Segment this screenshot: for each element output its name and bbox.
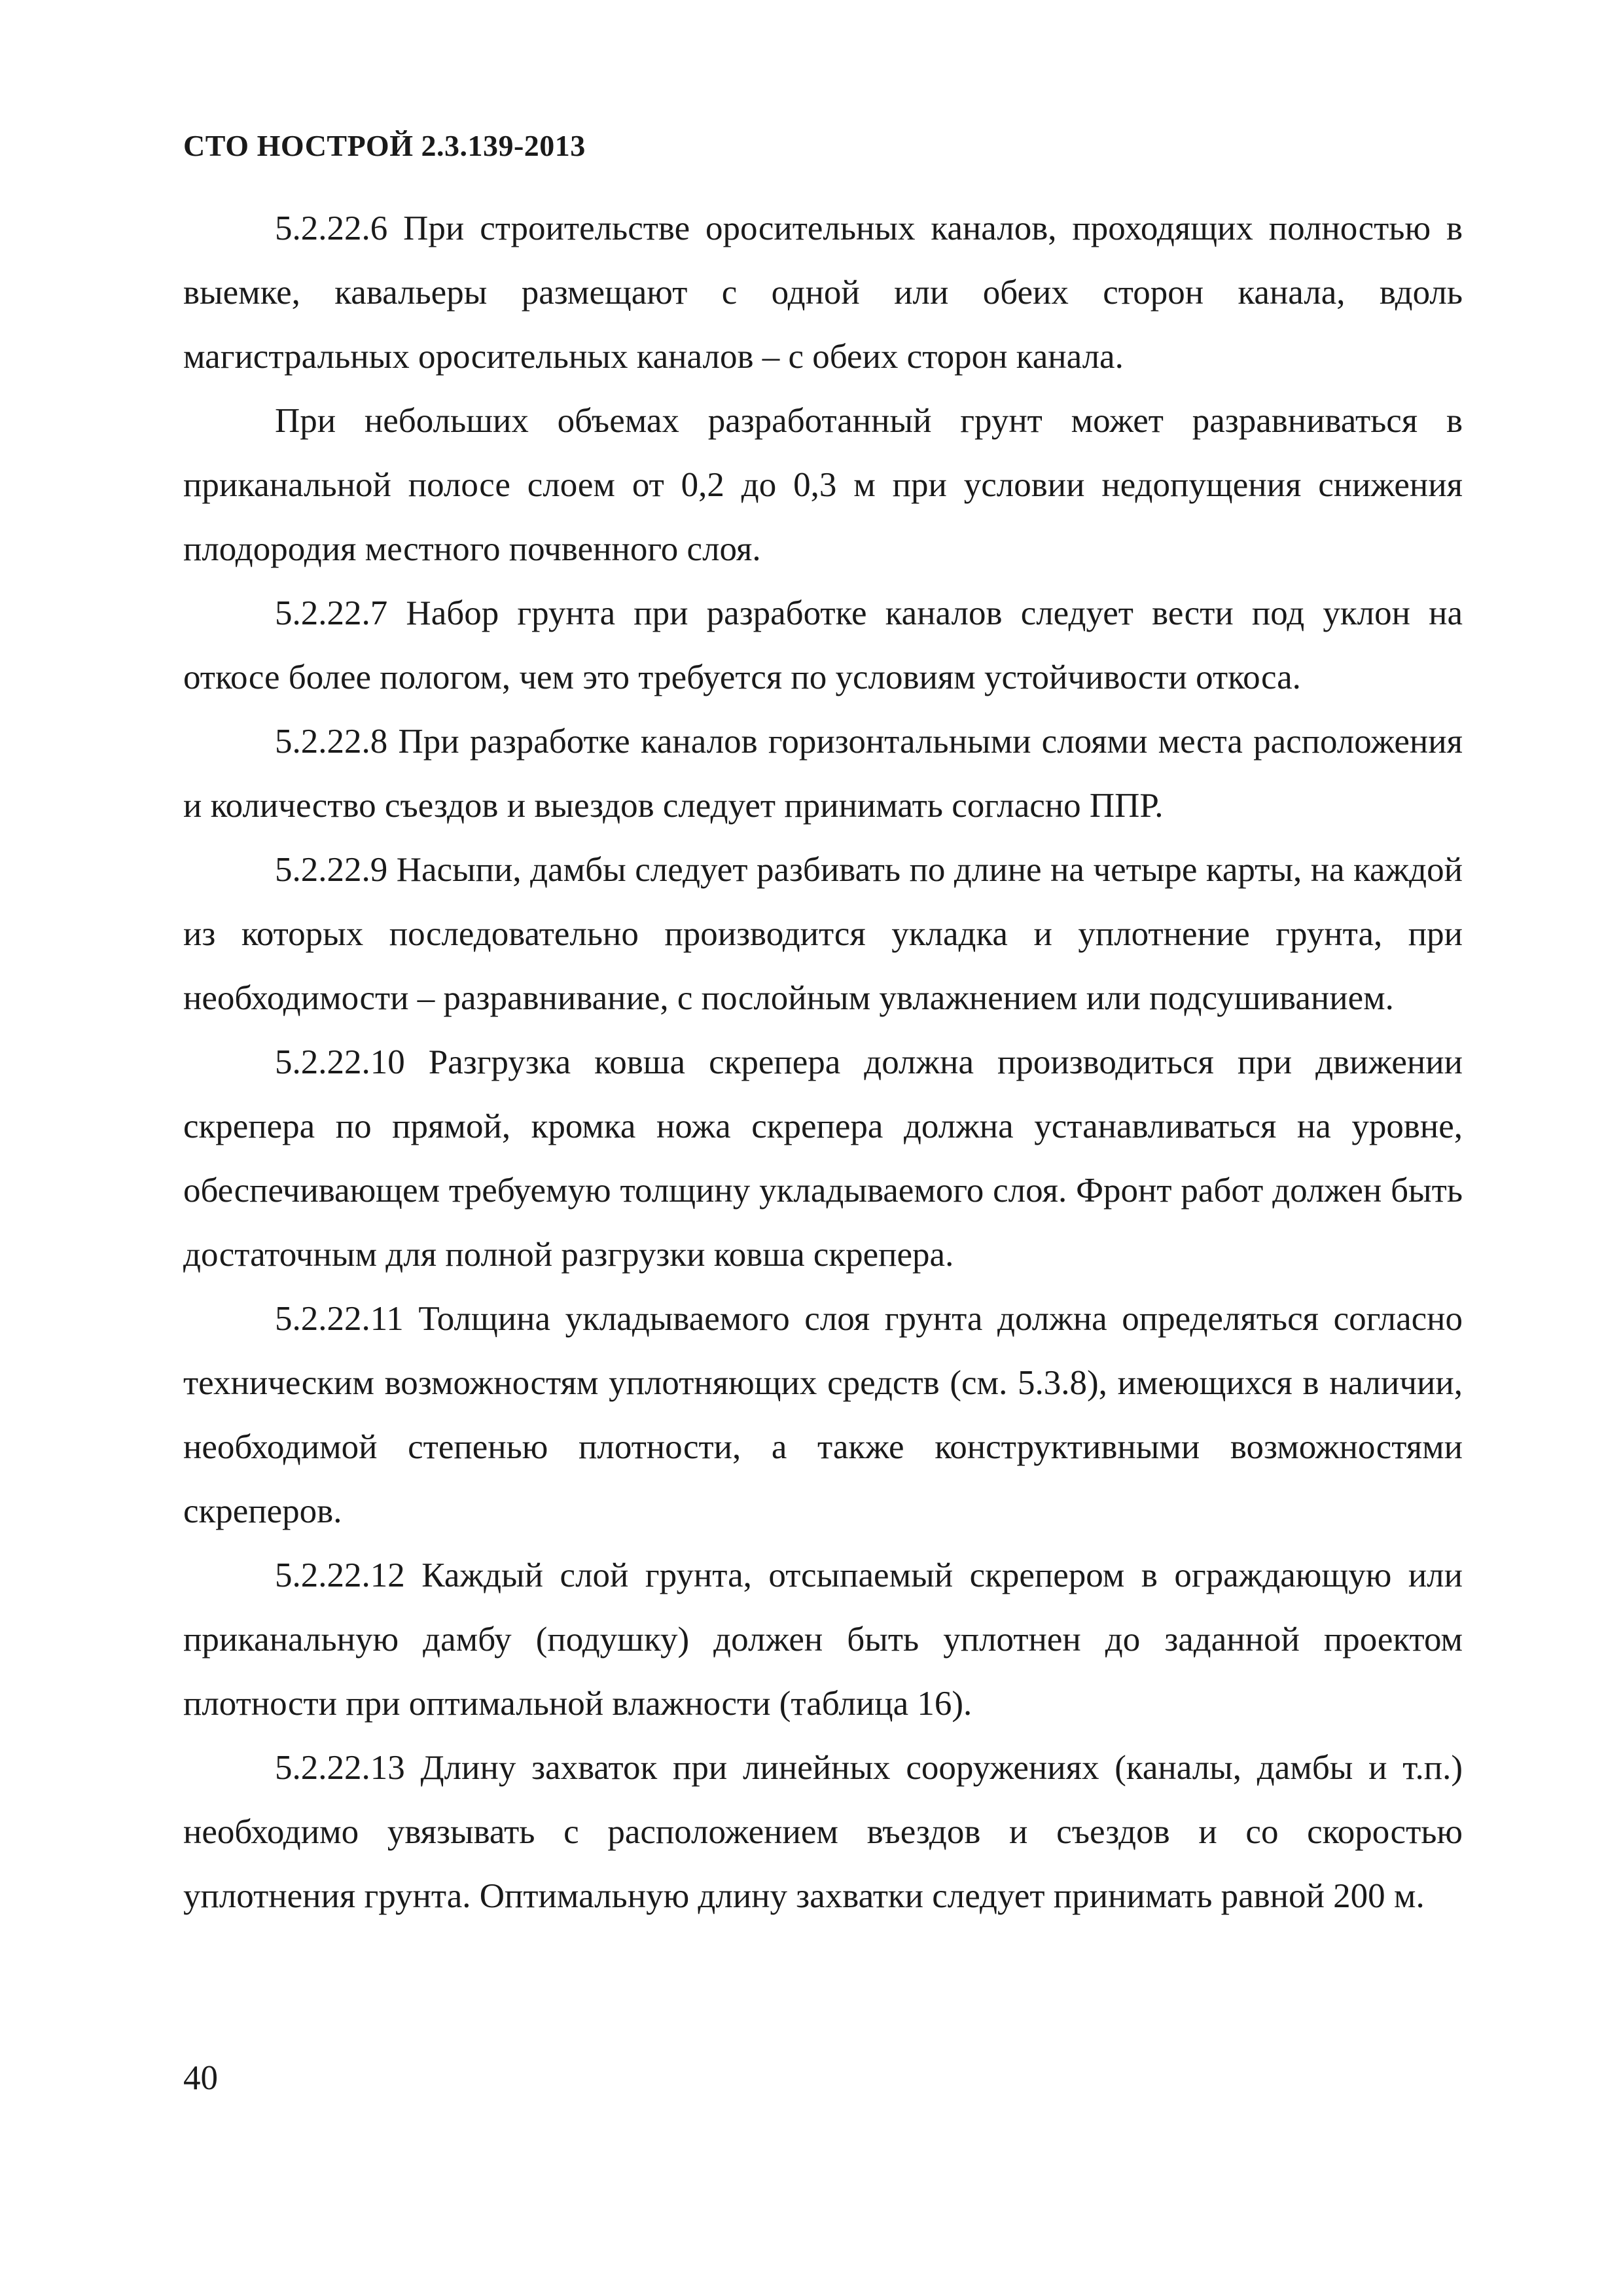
- paragraph-5-2-22-11: 5.2.22.11 Толщина укладываемого слоя грунта должна определяться согласно техническим возможностям уплотняющих средств (см. 5.3.8), имеющихся в наличии, необходимой степенью плотности, а также конструктивными возможностями скреперов.: [183, 1300, 1463, 1530]
- document-header: СТО НОСТРОЙ 2.3.139-2013: [183, 129, 586, 162]
- document-body: [183, 196, 1463, 1928]
- paragraph-5-2-22-12: 5.2.22.12 Каждый слой грунта, отсыпаемый скрепером в ограждающую или приканальную дамбу (подушку) должен быть уплотнен до заданной проектом плотности при оптимальной влажности (таблица 16).: [183, 1556, 1463, 1723]
- paragraph-5-2-22-9: 5.2.22.9 Насыпи, дамбы следует разбивать по длине на четыре карты, на каждой из которых последовательно производится укладка и уплотнение грунта, при необходимости – разравнивание, с послойным увлажнением или подсушиванием.: [183, 851, 1463, 1017]
- paragraph-spoil-leveling: При небольших объемах разработанный грунт может разравниваться в приканальной полосе слоем от 0,2 до 0,3 м при условии недопущения снижения плодородия местного почвенного слоя.: [183, 402, 1463, 568]
- paragraph-5-2-22-6: 5.2.22.6 При строительстве оросительных каналов, проходящих полностью в выемке, кавальеры размещают с одной или обеих сторон канала, вдоль магистральных оросительных каналов – с обеих сторон канала.: [183, 209, 1463, 376]
- paragraph-5-2-22-8: 5.2.22.8 При разработке каналов горизонтальными слоями места расположения и количество съездов и выездов следует принимать согласно ППР.: [183, 723, 1463, 825]
- paragraph-5-2-22-10: 5.2.22.10 Разгрузка ковша скрепера должна производиться при движении скрепера по прямой, кромка ножа скрепера должна устанавливаться на уровне, обеспечивающем требуемую толщину укладываемого слоя. Фронт работ должен быть достаточным для полной разгрузки ковша скрепера.: [183, 1043, 1463, 1274]
- paragraph-5-2-22-7: 5.2.22.7 Набор грунта при разработке каналов следует вести под уклон на откосе более пологом, чем это требуется по условиям устойчивости откоса.: [183, 594, 1463, 696]
- page-number: 40: [183, 2059, 218, 2097]
- paragraph-5-2-22-13: 5.2.22.13 Длину захваток при линейных сооружениях (каналы, дамбы и т.п.) необходимо увязывать с расположением въездов и съездов и со скоростью уплотнения грунта. Оптимальную длину захватки следует принимать равной 200 м.: [183, 1749, 1463, 1915]
